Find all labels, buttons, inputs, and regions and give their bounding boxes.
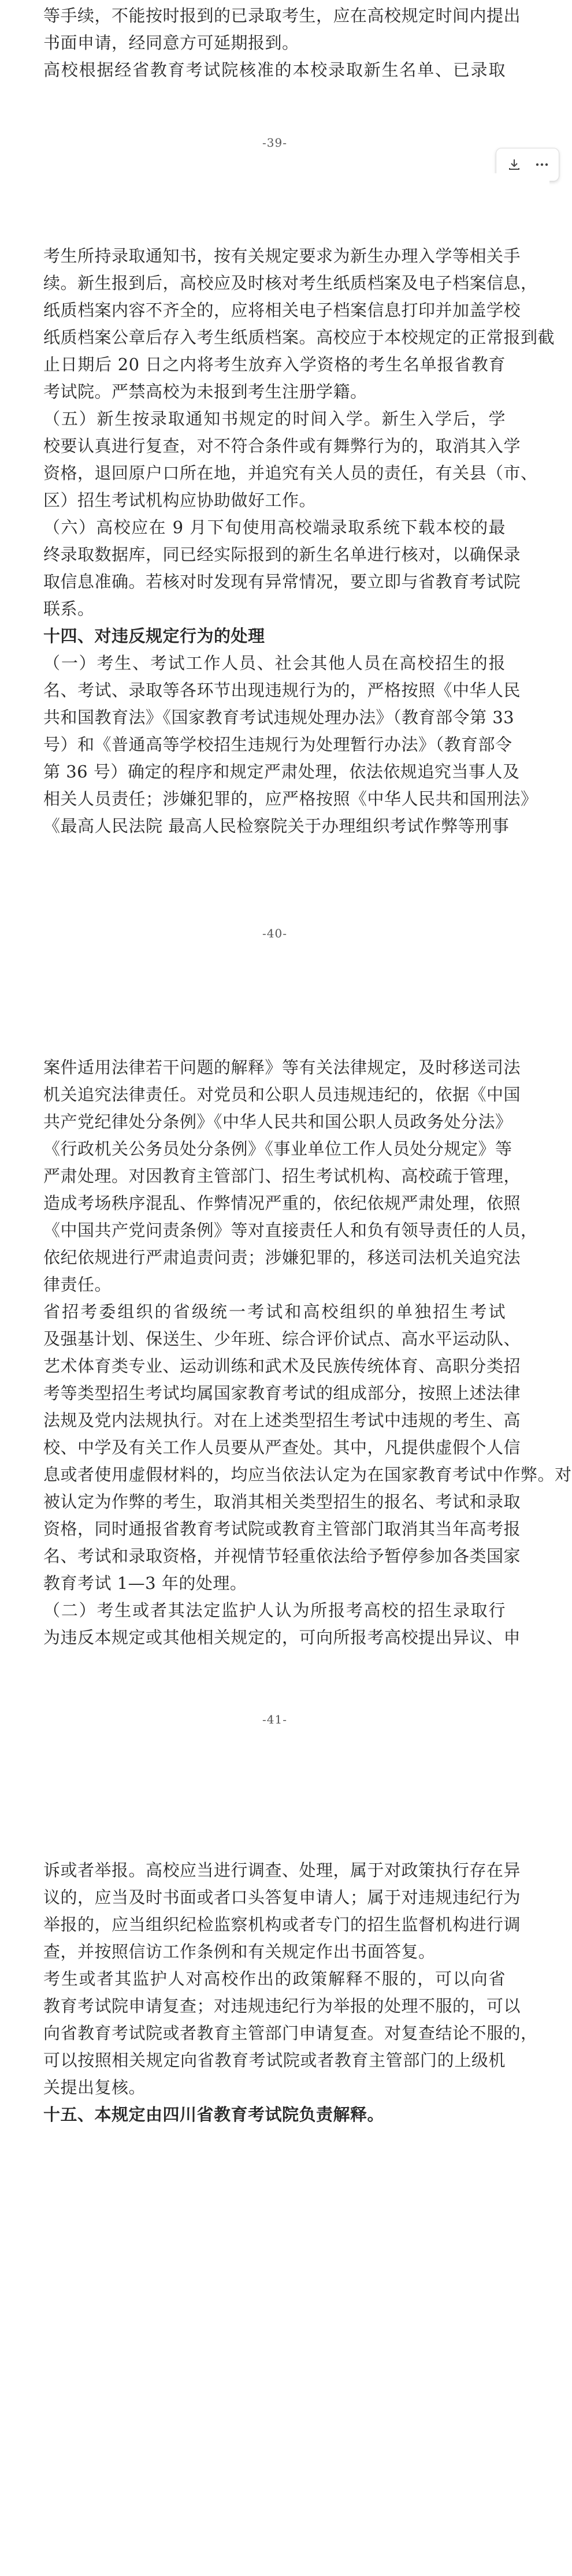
section-heading: 十五、本规定由四川省教育考试院负责解释。 (43, 2105, 385, 2124)
text-line: 案件适用法律若干问题的解释》等有关法律规定，及时移送司法 (43, 1058, 521, 1077)
text-line: 考试院。严禁高校为未报到考生注册学籍。 (43, 382, 367, 401)
text-line: 资格，退回原户口所在地，并追究有关人员的责任，有关县（市、 (43, 463, 538, 483)
text-line: （二）考生或者其法定监护人认为所报考高校的招生录取行 (43, 1600, 506, 1620)
page-4-text (43, 1857, 538, 2128)
text-line: 为违反本规定或其他相关规定的，可向所报考高校提出异议、申 (43, 1628, 521, 1647)
text-line: 举报的，应当组织纪检监察机构或者专门的招生监督机构进行调 (43, 1915, 521, 1934)
document-page-3 (0, 970, 572, 1767)
text-line: 共产党纪律处分条例》《中华人民共和国公职人员政务处分法》 (43, 1112, 512, 1131)
text-line: 省招考委组织的省级统一考试和高校组织的单独招生考试 (43, 1302, 506, 1321)
text-line: （一）考生、考试工作人员、社会其他人员在高校招生的报 (43, 653, 506, 673)
text-line: 止日期后 20 日之内将考生放弃入学资格的考生名单报省教育 (43, 355, 506, 374)
page-number-1: -39- (262, 136, 287, 150)
page-1-text (43, 2, 521, 84)
text-line: 教育考试院申请复查；对违规违纪行为举报的处理不服的，可以 (43, 1996, 521, 2016)
page-number-2: -40- (262, 926, 287, 940)
text-line: 造成考场秩序混乱、作弊情况严重的，依纪依规严肃处理，依照 (43, 1193, 521, 1213)
text-line: 相关人员责任；涉嫌犯罪的，应严格按照《中华人民共和国刑法》 (43, 789, 538, 809)
text-line: 考生所持录取通知书，按有关规定要求为新生办理入学等相关手 (43, 246, 521, 266)
text-line: 校、中学及有关工作人员要从严查处。其中，凡提供虚假个人信 (43, 1438, 521, 1457)
text-line: 考生或者其监护人对高校作出的政策解释不服的，可以向省 (43, 1969, 506, 1989)
text-line: 考等类型招生考试均属国家教育考试的组成部分，按照上述法律 (43, 1383, 521, 1403)
document-page-1 (0, 0, 549, 124)
page-2-text (43, 243, 555, 840)
text-line: 第 36 号）确定的程序和规定严肃处理，依法依规追究当事人及 (43, 762, 520, 781)
text-line: 区）招生考试机构应协助做好工作。 (43, 490, 317, 510)
text-line: 向省教育考试院或者教育主管部门申请复查。对复查结论不服的， (43, 2023, 538, 2043)
text-line: 机关追究法律责任。对党员和公职人员违规违纪的，依据《中国 (43, 1085, 521, 1104)
text-line: 高校根据经省教育考试院核准的本校录取新生名单、已录取 (43, 60, 506, 80)
text-line: 续。新生报到后，高校应及时核对考生纸质档案及电子档案信息， (43, 273, 538, 293)
text-line: 查，并按照信访工作条例和有关规定作出书面答复。 (43, 1942, 436, 1961)
text-line: （六）高校应在 9 月下旬使用高校端录取系统下载本校的最 (43, 518, 506, 537)
text-line: 及强基计划、保送生、少年班、综合评价试点、高水平运动队、 (43, 1329, 521, 1349)
page-3-text (43, 1054, 572, 1651)
text-line: 关提出复核。 (43, 2078, 146, 2097)
text-line: 诉或者举报。高校应当进行调查、处理，属于对政策执行存在异 (43, 1860, 521, 1880)
section-heading: 十四、对违反规定行为的处理 (43, 626, 265, 646)
more-button[interactable] (532, 155, 552, 174)
text-line: 共和国教育法》《国家教育考试违规处理办法》（教育部令第 33 (43, 708, 515, 727)
text-line: 名、考试和录取资格，并视情节轻重依法给予暂停参加各类国家 (43, 1546, 521, 1566)
more-icon (534, 157, 549, 172)
text-line: 纸质档案公章后存入考生纸质档案。高校应于本校规定的正常报到截 (43, 327, 555, 347)
document-page-2 (0, 173, 555, 970)
text-line: 号）和《普通高等学校招生违规行为处理暂行办法》（教育部令 (43, 735, 512, 754)
text-line: 可以按照相关规定向省教育考试院或者教育主管部门的上级机 (43, 2050, 506, 2070)
text-line: 校要认真进行复查，对不符合条件或有舞弊行为的，取消其入学 (43, 436, 521, 456)
text-line: 法规及党内法规执行。对在上述类型招生考试中违规的考生、高 (43, 1410, 521, 1430)
text-line: 被认定为作弊的考生，取消其相关类型招生的报名、考试和录取 (43, 1492, 521, 1512)
text-line: 纸质档案内容不齐全的，应将相关电子档案信息打印并加盖学校 (43, 300, 521, 320)
text-line: 教育考试 1—3 年的处理。 (43, 1573, 247, 1593)
download-icon (507, 157, 522, 172)
text-line: 取信息准确。若核对时发现有异常情况，要立即与省教育考试院 (43, 572, 521, 591)
page-number-3: -41- (262, 1713, 287, 1726)
text-line: 《最高人民法院 最高人民检察院关于办理组织考试作弊等刑事 (43, 816, 510, 836)
text-line: 资格，同时通报省教育考试院或教育主管部门取消其当年高考报 (43, 1519, 521, 1539)
text-line: 严肃处理。对因教育主管部门、招生考试机构、高校疏于管理， (43, 1166, 521, 1186)
text-line: 依纪依规进行严肃追责问责；涉嫌犯罪的，移送司法机关追究法 (43, 1248, 521, 1267)
text-line: 息或者使用虚假材料的，均应当依法认定为在国家教育考试中作弊。对 (43, 1465, 572, 1484)
text-line: 律责任。 (43, 1275, 112, 1294)
text-line: 《中国共产党问责条例》等对直接责任人和负有领导责任的人员， (43, 1220, 538, 1240)
text-line: 名、考试、录取等各环节出现违规行为的，严格按照《中华人民 (43, 680, 521, 700)
download-button[interactable] (504, 155, 524, 174)
text-line: 终录取数据库，同已经实际报到的新生名单进行核对，以确保录 (43, 545, 521, 564)
text-line: 等手续，不能按时报到的已录取考生，应在高校规定时间内提出 (43, 6, 521, 25)
text-line: （五）新生按录取通知书规定的时间入学。新生入学后，学 (43, 409, 506, 429)
text-line: 议的，应当及时书面或者口头答复申请人；属于对违规违纪行为 (43, 1888, 521, 1907)
text-line: 《行政机关公务员处分条例》《事业单位工作人员处分规定》等 (43, 1139, 512, 1159)
text-line: 书面申请，经同意方可延期报到。 (43, 33, 299, 53)
text-line: 联系。 (43, 599, 95, 619)
document-page-4 (0, 1767, 549, 2576)
text-line: 艺术体育类专业、运动训练和武术及民族传统体育、高职分类招 (43, 1356, 521, 1376)
